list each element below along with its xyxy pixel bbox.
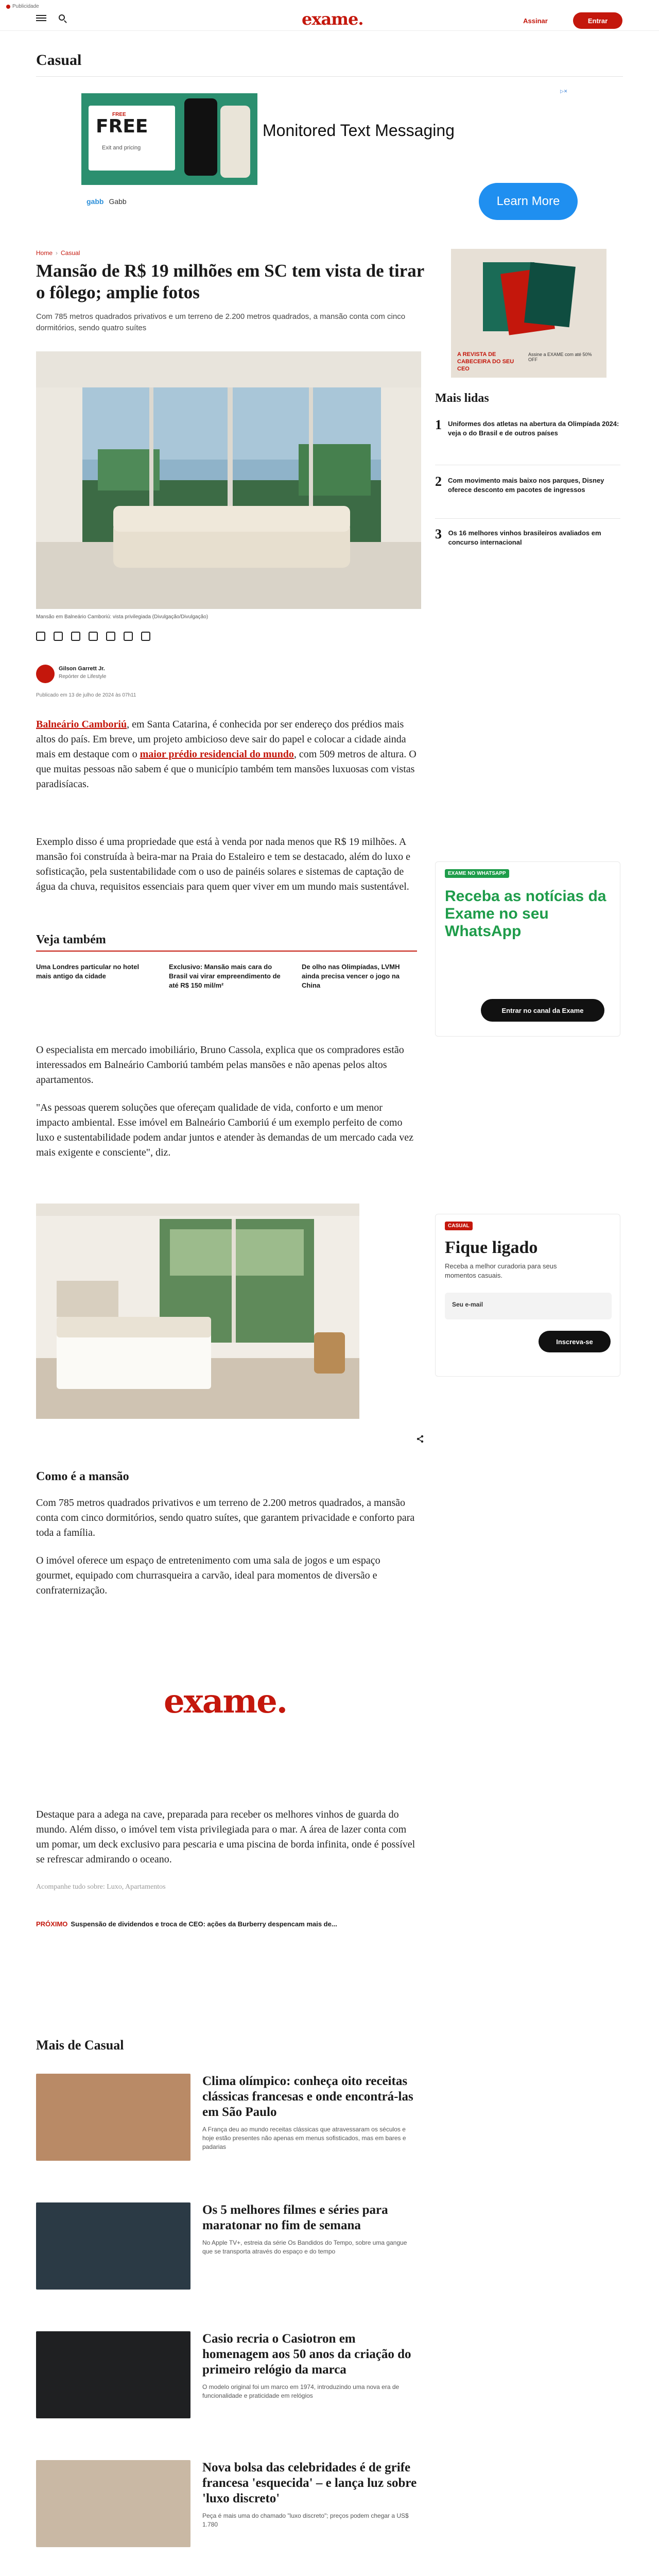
more-casual-title: Mais de Casual [36, 2038, 124, 2053]
more-casual-headline[interactable]: Os 5 melhores filmes e séries para maratonar no fim de semana [202, 2203, 388, 2232]
tags-line[interactable]: Acompanhe tudo sobre: Luxo, Apartamentos [36, 1883, 166, 1891]
ad-brand-logo: gabb [86, 197, 104, 206]
most-read-text[interactable]: Com movimento mais baixo nos parques, Disney oferece desconto em pacotes de ingressos [448, 477, 604, 494]
ad-label-text: Publicidade [12, 4, 39, 9]
email-field[interactable]: Seu e-mail [445, 1293, 612, 1319]
newsletter-title: Fique ligado [445, 1238, 538, 1257]
article-thumbnail[interactable] [36, 2202, 190, 2290]
whatsapp-tag: EXAME NO WHATSAPP [445, 869, 509, 878]
link-maior-predio[interactable]: maior prédio residencial do mundo [140, 749, 294, 760]
most-read-item[interactable] [435, 417, 620, 438]
share-bar [36, 632, 150, 641]
more-casual-description: O modelo original foi um marco em 1974, introduzindo uma nova era de funcionalidade e praticidade em relógios [202, 2383, 400, 2399]
next-label: PRÓXIMO [36, 1920, 68, 1928]
see-also-item[interactable]: Exclusivo: Mansão mais cara do Brasil vai virar empreendimento de até R$ 150 mil/m² [169, 963, 281, 989]
image-caption: Mansão em Balneário Camboriú: vista privilegiada (Divulgação/Divulgação) [36, 614, 209, 620]
sidebar-ad-text: A REVISTA DE CABECEIRA DO SEU CEO [457, 351, 514, 372]
divider [36, 76, 623, 77]
article-quote: "As pessoas querem soluções que ofereçam qualidade de vida, conforto e um menor impacto ambiental. Esse imóvel em Balneário Camboriú é um exemplo perfeito de como luxo e sustentabilidade podem andar juntos e atender às demandas de um mercado cada vez mais exigente e consciente", diz. [36, 1102, 414, 1158]
newsletter-widget [435, 1214, 620, 1377]
most-read-number: 2 [435, 474, 442, 489]
see-also-item[interactable]: Uma Londres particular no hotel mais antigo da cidade [36, 963, 140, 980]
more-casual-description: Peça é mais uma do chamado "luxo discreto"; preços podem chegar a US$ 1.780 [202, 2512, 409, 2528]
article-paragraph: Destaque para a adega na cave, preparada para receber os melhores vinhos de guarda do mundo. Além disso, o imóvel tem vista privilegiada para o mar. A área de lazer conta com um pomar, um deck exclusivo para pescaria e uma piscina de borda infinita, onde é possível se refrescar admirando o oceano. [36, 1809, 415, 1865]
more-casual-headline[interactable]: Casio recria o Casiotron em homenagem aos 50 anos da criação do primeiro relógio da marca [202, 2332, 411, 2377]
article-thumbnail[interactable] [36, 2460, 190, 2547]
divider [435, 518, 620, 519]
hero-image [36, 351, 421, 609]
breadcrumb-home[interactable]: Home [36, 249, 53, 257]
article-paragraph: O imóvel oferece um espaço de entretenimento com uma sala de jogos e um espaço gourmet, equipado com churrasqueira a carvão, ideal para momentos de diversão e confraternização. [36, 1555, 380, 1596]
email-icon[interactable] [89, 632, 98, 641]
most-read-text[interactable]: Os 16 melhores vinhos brasileiros avaliados em concurso internacional [448, 529, 601, 546]
article-thumbnail[interactable] [36, 2074, 190, 2161]
article-paragraph: Com 785 metros quadrados privativos e um terreno de 2.200 metros quadrados, a mansão conta com cinco dormitórios, sendo quatro suítes, que garantem privacidade e conforto para toda a família. [36, 1497, 415, 1538]
breadcrumb [36, 249, 80, 257]
site-logo[interactable]: exame. [302, 9, 363, 29]
next-article[interactable] [36, 1920, 337, 1928]
inline-ad-logo[interactable]: exame. [164, 1682, 287, 1721]
header [0, 7, 659, 31]
article-headline: Mansão de R$ 19 milhões em SC tem vista de tirar o fôlego; amplie fotos [36, 261, 424, 302]
more-casual-headline[interactable]: Clima olímpico: conheça oito receitas clássicas francesas e onde encontrá-las em São Paulo [202, 2074, 413, 2119]
ad-free-text: FREE [96, 116, 148, 137]
share-copy-icon[interactable] [36, 632, 45, 641]
adchoices-icon[interactable]: ▷✕ [560, 89, 568, 94]
ad-free-sub: Exit and pricing [102, 145, 141, 151]
join-whatsapp-button[interactable]: Entrar no canal da Exame [481, 999, 604, 1022]
breadcrumb-casual[interactable]: Casual [61, 249, 80, 257]
most-read-text[interactable]: Uniformes dos atletas na abertura da Olimpíada 2024: veja o do Brasil e de outros países [448, 420, 619, 437]
search-icon[interactable] [58, 13, 68, 24]
author-role: Repórter de Lifestyle [59, 674, 107, 680]
sidebar-ad[interactable] [451, 249, 606, 378]
author-avatar[interactable] [36, 665, 55, 683]
most-read-number: 3 [435, 527, 442, 541]
see-also-title: Veja também [36, 933, 106, 946]
whatsapp-widget [435, 861, 620, 1037]
more-casual-headline[interactable]: Nova bolsa das celebridades é de grife francesa 'esquecida' – e lança luz sobre 'luxo discreto' [202, 2461, 417, 2505]
ad-title: Monitored Text Messaging [263, 121, 455, 140]
newsletter-tag: CASUAL [445, 1222, 473, 1230]
article-paragraph: O especialista em mercado imobiliário, Bruno Cassola, explica que os compradores estão interessados em Balneário Camboriú também pelas mansões e não apenas pelos altos apartamentos. [36, 1044, 404, 1086]
more-casual-description: No Apple TV+, estreia da série Os Bandidos do Tempo, sobre uma gangue que se transporta através do espaço e do tempo [202, 2239, 407, 2255]
section-title: Casual [36, 52, 82, 69]
whatsapp-icon[interactable] [106, 632, 115, 641]
menu-icon[interactable] [36, 13, 46, 24]
article-paragraph [36, 717, 417, 792]
paragraph-text: , em Santa Catarina, é conhecida por ser endereço dos prédios mais altos do país. Em breve, um projeto ambicioso deve sair do papel e colocar a cidade ainda mais em destaque com o [36, 719, 406, 760]
breadcrumb-separator: › [56, 249, 58, 257]
linkedin-icon[interactable] [71, 632, 80, 641]
article-paragraph: Exemplo disso é uma propriedade que está à venda por nada menos que R$ 19 milhões. A mansão foi construída à beira-mar na Praia do Estaleiro e tem se destacado, além do luxo e sofisticação, pela sustentabilidade com o uso de painéis solares e sistemas de captação de água da chuva, requisitos essenciais para quem quer viver em um mundo mais sustentável. [36, 836, 410, 892]
x-icon[interactable] [124, 632, 133, 641]
ad-learn-more-button[interactable]: Learn More [479, 183, 578, 220]
banner-ad[interactable] [77, 85, 584, 234]
link-balneario[interactable]: Balneário Camboriú [36, 719, 127, 730]
facebook-icon[interactable] [54, 632, 63, 641]
subscribe-newsletter-button[interactable]: Inscreva-se [539, 1331, 611, 1352]
see-also-rule [36, 951, 417, 952]
ad-image [81, 93, 257, 185]
bookmark-icon[interactable] [141, 632, 150, 641]
next-article-text[interactable]: Suspensão de dividendos e troca de CEO: ações da Burberry despencam mais de... [71, 1920, 337, 1928]
most-read-item[interactable] [435, 474, 620, 495]
article-subhead: Com 785 metros quadrados privativos e um terreno de 2.200 metros quadrados, a mansão conta com cinco dormitórios, sendo quatro suítes [36, 312, 406, 332]
ad-brand [86, 197, 127, 206]
sidebar-ad-subtext: Assine a EXAME com até 50% OFF [528, 352, 592, 362]
ad-brand-name: Gabb [109, 197, 127, 206]
most-read-title: Mais lidas [435, 392, 489, 405]
section-heading: Como é a mansão [36, 1470, 129, 1483]
paragraph-text: , com 509 metros de altura. O que muitas pessoas não sabem é que o município também tem mansões luxuosas com vistas paradisíacas. [36, 749, 417, 790]
subscribe-button[interactable]: Assinar [523, 16, 548, 25]
author-name[interactable]: Gilson Garrett Jr. [59, 666, 105, 672]
bedroom-image [36, 1204, 359, 1419]
login-button[interactable]: Entrar [573, 12, 622, 29]
share-icon[interactable] [416, 1435, 424, 1443]
article-thumbnail[interactable] [36, 2331, 190, 2418]
whatsapp-title: Receba as notícias da Exame no seu WhatsApp [445, 888, 606, 940]
newsletter-subtitle: Receba a melhor curadoria para seus momentos casuais. [445, 1262, 557, 1279]
most-read-number: 1 [435, 417, 442, 432]
see-also-item[interactable]: De olho nas Olimpíadas, LVMH ainda precisa vencer o jogo na China [302, 963, 400, 989]
publish-date: Publicado em 13 de julho de 2024 às 07h11 [36, 692, 136, 698]
ad-free-tag: FREE [112, 112, 126, 117]
most-read-item[interactable] [435, 527, 620, 547]
more-casual-description: A França deu ao mundo receitas clássicas que atravessaram os séculos e hoje estão presentes não apenas em menus sofisticados, mas em bares e padarias [202, 2126, 406, 2150]
